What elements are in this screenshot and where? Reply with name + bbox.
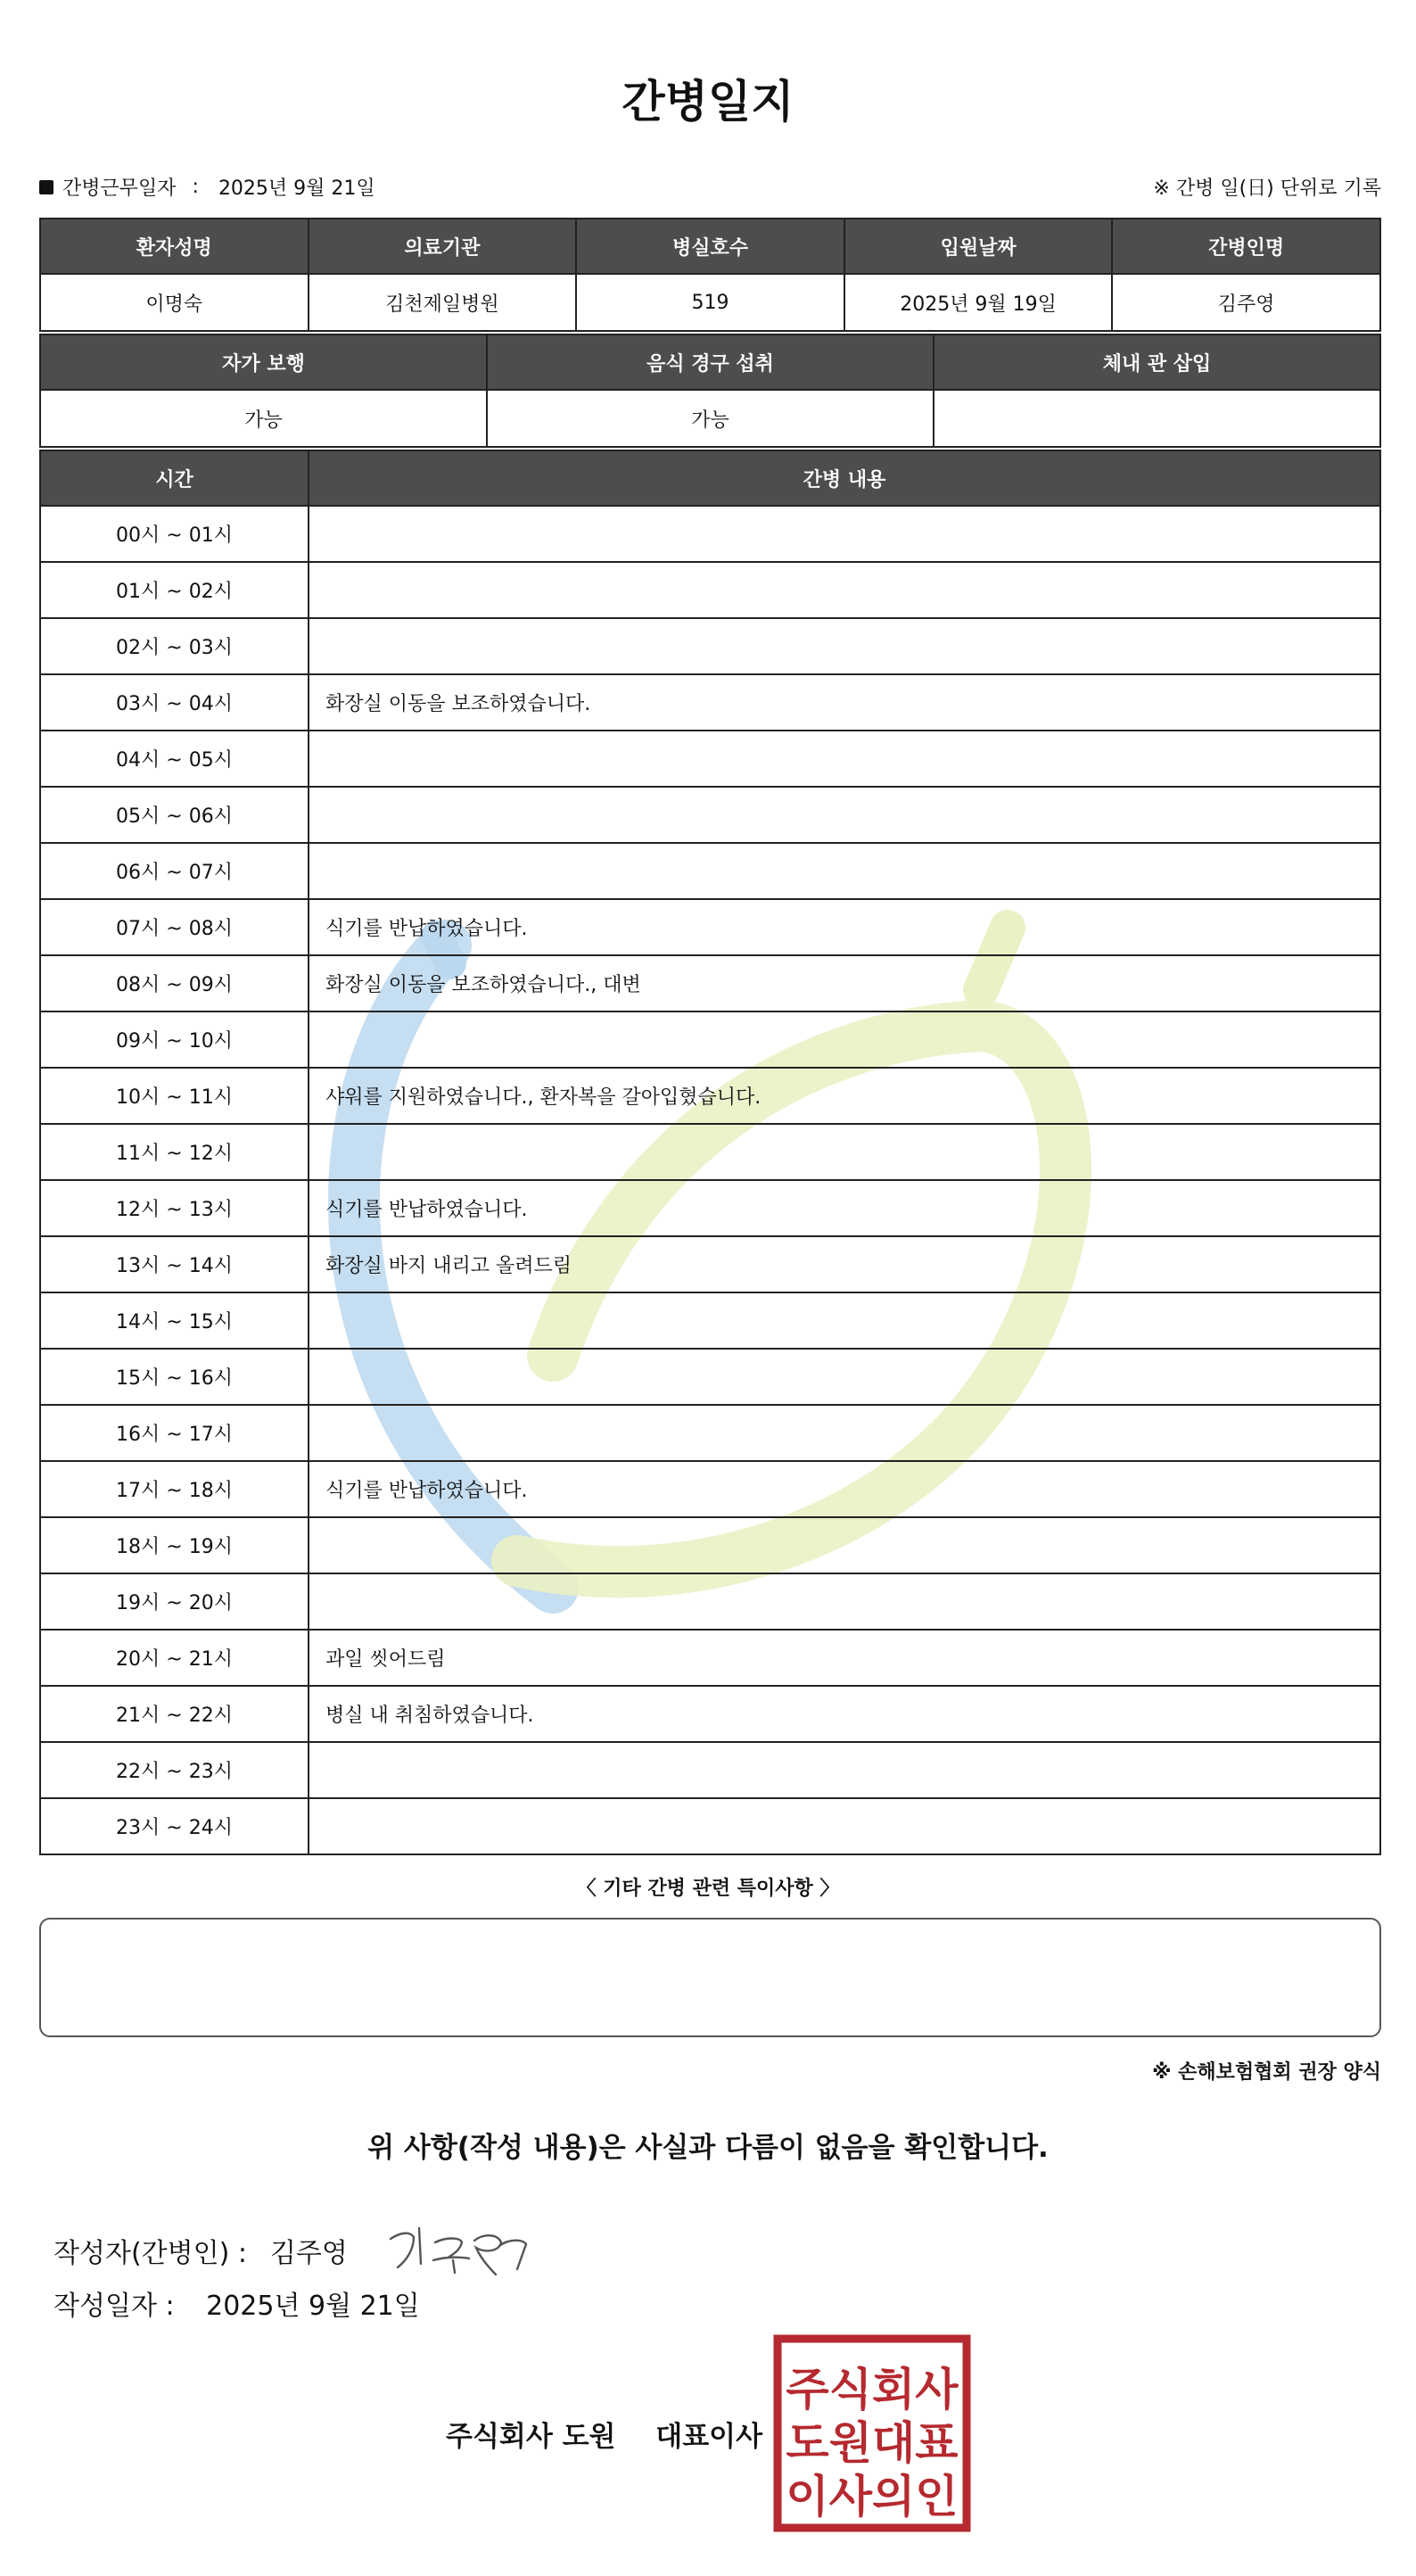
table-row [40,1349,1380,1405]
time-cell: 20시 ~ 21시 [40,1630,309,1686]
tube-insertion-value [934,390,1380,447]
header-patient-name: 환자성명 [40,219,309,274]
care-log-table [39,450,1381,1855]
content-cell [309,1573,1380,1630]
header-tube-insertion: 체내 관 삽입 [934,334,1380,390]
table-row [40,955,1380,1011]
work-date-value: 2025년 9월 21일 [218,178,375,200]
time-cell: 22시 ~ 23시 [40,1742,309,1798]
time-cell: 19시 ~ 20시 [40,1573,309,1630]
self-walking-value: 가능 [40,390,487,447]
time-cell: 23시 ~ 24시 [40,1798,309,1854]
writer-label: 작성자(간병인) : [54,2238,247,2269]
content-cell [309,731,1380,787]
content-cell [309,1742,1380,1798]
company-title: 대표이사 [655,2421,763,2453]
table-row [40,562,1380,618]
time-cell: 01시 ~ 02시 [40,562,309,618]
table-row [40,1517,1380,1573]
meta-row [39,173,1381,203]
content-cell [309,1798,1380,1854]
header-self-walking: 자가 보행 [40,334,487,390]
table-row [40,1798,1380,1854]
time-cell: 16시 ~ 17시 [40,1405,309,1461]
content-cell: 과일 씻어드림 [309,1630,1380,1686]
content-cell [309,1517,1380,1573]
oral-intake-value: 가능 [487,390,934,447]
time-cell: 09시 ~ 10시 [40,1011,309,1068]
time-cell: 00시 ~ 01시 [40,506,309,562]
hospital-name: 김천제일병원 [309,274,577,331]
svg-text:이사의인: 이사의인 [786,2471,959,2522]
notes-box [39,1918,1381,2037]
time-cell: 03시 ~ 04시 [40,674,309,731]
header-room: 병실호수 [576,219,844,274]
company-line [446,2414,762,2454]
time-cell: 13시 ~ 14시 [40,1236,309,1292]
written-date-value: 2025년 9월 21일 [206,2291,420,2322]
header-admission-date: 입원날짜 [844,219,1113,274]
table-row [40,1236,1380,1292]
time-cell: 02시 ~ 03시 [40,618,309,674]
time-cell: 17시 ~ 18시 [40,1461,309,1517]
work-date [39,173,375,201]
time-cell: 15시 ~ 16시 [40,1349,309,1405]
table-row [40,1686,1380,1742]
recommend-note: ※ 손해보험협회 권장 양식 [1152,2061,1381,2084]
table-row [40,843,1380,899]
time-cell: 08시 ~ 09시 [40,955,309,1011]
notes-title: 〈 기타 간병 관련 특이사항 〉 [576,1878,840,1900]
table-row [40,787,1380,843]
table-row [40,506,1380,562]
time-cell: 06시 ~ 07시 [40,843,309,899]
confirmation-statement: 위 사항(작성 내용)은 사실과 다름이 없음을 확인합니다. [367,2132,1049,2164]
content-cell [309,1349,1380,1405]
admission-date: 2025년 9월 19일 [844,274,1113,331]
room-number: 519 [576,274,844,331]
content-cell [309,506,1380,562]
time-cell: 04시 ~ 05시 [40,731,309,787]
table-row [40,1630,1380,1686]
table-row [40,1461,1380,1517]
work-date-colon: : [192,176,199,198]
caregiver-name: 김주영 [1112,274,1380,331]
status-info-value-row [40,390,1380,447]
time-cell: 05시 ~ 06시 [40,787,309,843]
content-cell: 화장실 이동을 보조하였습니다., 대변 [309,955,1380,1011]
status-info-table [39,334,1381,448]
patient-name: 이명숙 [40,274,309,331]
content-cell [309,618,1380,674]
svg-text:도원대표: 도원대표 [786,2417,959,2469]
patient-info-value-row [40,274,1380,331]
page-title: 간병일지 [622,76,794,128]
content-cell: 병실 내 취침하였습니다. [309,1686,1380,1742]
patient-info-table [39,218,1381,332]
table-row [40,674,1380,731]
header-time: 시간 [40,450,309,506]
unit-note: ※ 간병 일(日) 단위로 기록 [1153,178,1381,200]
handwritten-signature [383,2219,535,2282]
written-date-line [54,2283,420,2323]
content-cell: 식기를 반납하였습니다. [309,1180,1380,1236]
header-caregiver: 간병인명 [1112,219,1380,274]
bullet-square-icon [39,180,54,194]
time-cell: 18시 ~ 19시 [40,1517,309,1573]
table-row [40,618,1380,674]
writer-name: 김주영 [269,2238,348,2269]
content-cell [309,1292,1380,1349]
content-cell [309,1011,1380,1068]
table-row [40,1124,1380,1180]
content-cell [309,1124,1380,1180]
company-name: 주식회사 도원 [446,2421,616,2453]
content-cell: 화장실 이동을 보조하였습니다. [309,674,1380,731]
time-cell: 07시 ~ 08시 [40,899,309,955]
table-row [40,1068,1380,1124]
svg-text:주식회사: 주식회사 [786,2364,959,2415]
company-seal-stamp [772,2333,972,2533]
content-cell: 식기를 반납하였습니다. [309,899,1380,955]
table-row [40,731,1380,787]
content-cell: 식기를 반납하였습니다. [309,1461,1380,1517]
content-cell [309,787,1380,843]
table-row [40,1011,1380,1068]
table-row [40,1573,1380,1630]
header-hospital: 의료기관 [309,219,577,274]
status-info-header-row [40,334,1380,390]
written-date-label: 작성일자 : [54,2291,175,2322]
table-row [40,899,1380,955]
table-row [40,1742,1380,1798]
header-care-content: 간병 내용 [309,450,1380,506]
time-cell: 10시 ~ 11시 [40,1068,309,1124]
writer-line [54,2219,535,2282]
table-row [40,1180,1380,1236]
work-date-label: 간병근무일자 [62,178,177,200]
content-cell [309,843,1380,899]
patient-info-header-row [40,219,1380,274]
content-cell: 샤워를 지원하였습니다., 환자복을 갈아입혔습니다. [309,1068,1380,1124]
time-cell: 21시 ~ 22시 [40,1686,309,1742]
table-row [40,1292,1380,1349]
content-cell [309,562,1380,618]
content-cell: 화장실 바지 내리고 올려드림 [309,1236,1380,1292]
time-cell: 12시 ~ 13시 [40,1180,309,1236]
header-oral-intake: 음식 경구 섭취 [487,334,934,390]
time-cell: 14시 ~ 15시 [40,1292,309,1349]
time-cell: 11시 ~ 12시 [40,1124,309,1180]
table-row [40,1405,1380,1461]
care-log-header-row [40,450,1380,506]
content-cell [309,1405,1380,1461]
